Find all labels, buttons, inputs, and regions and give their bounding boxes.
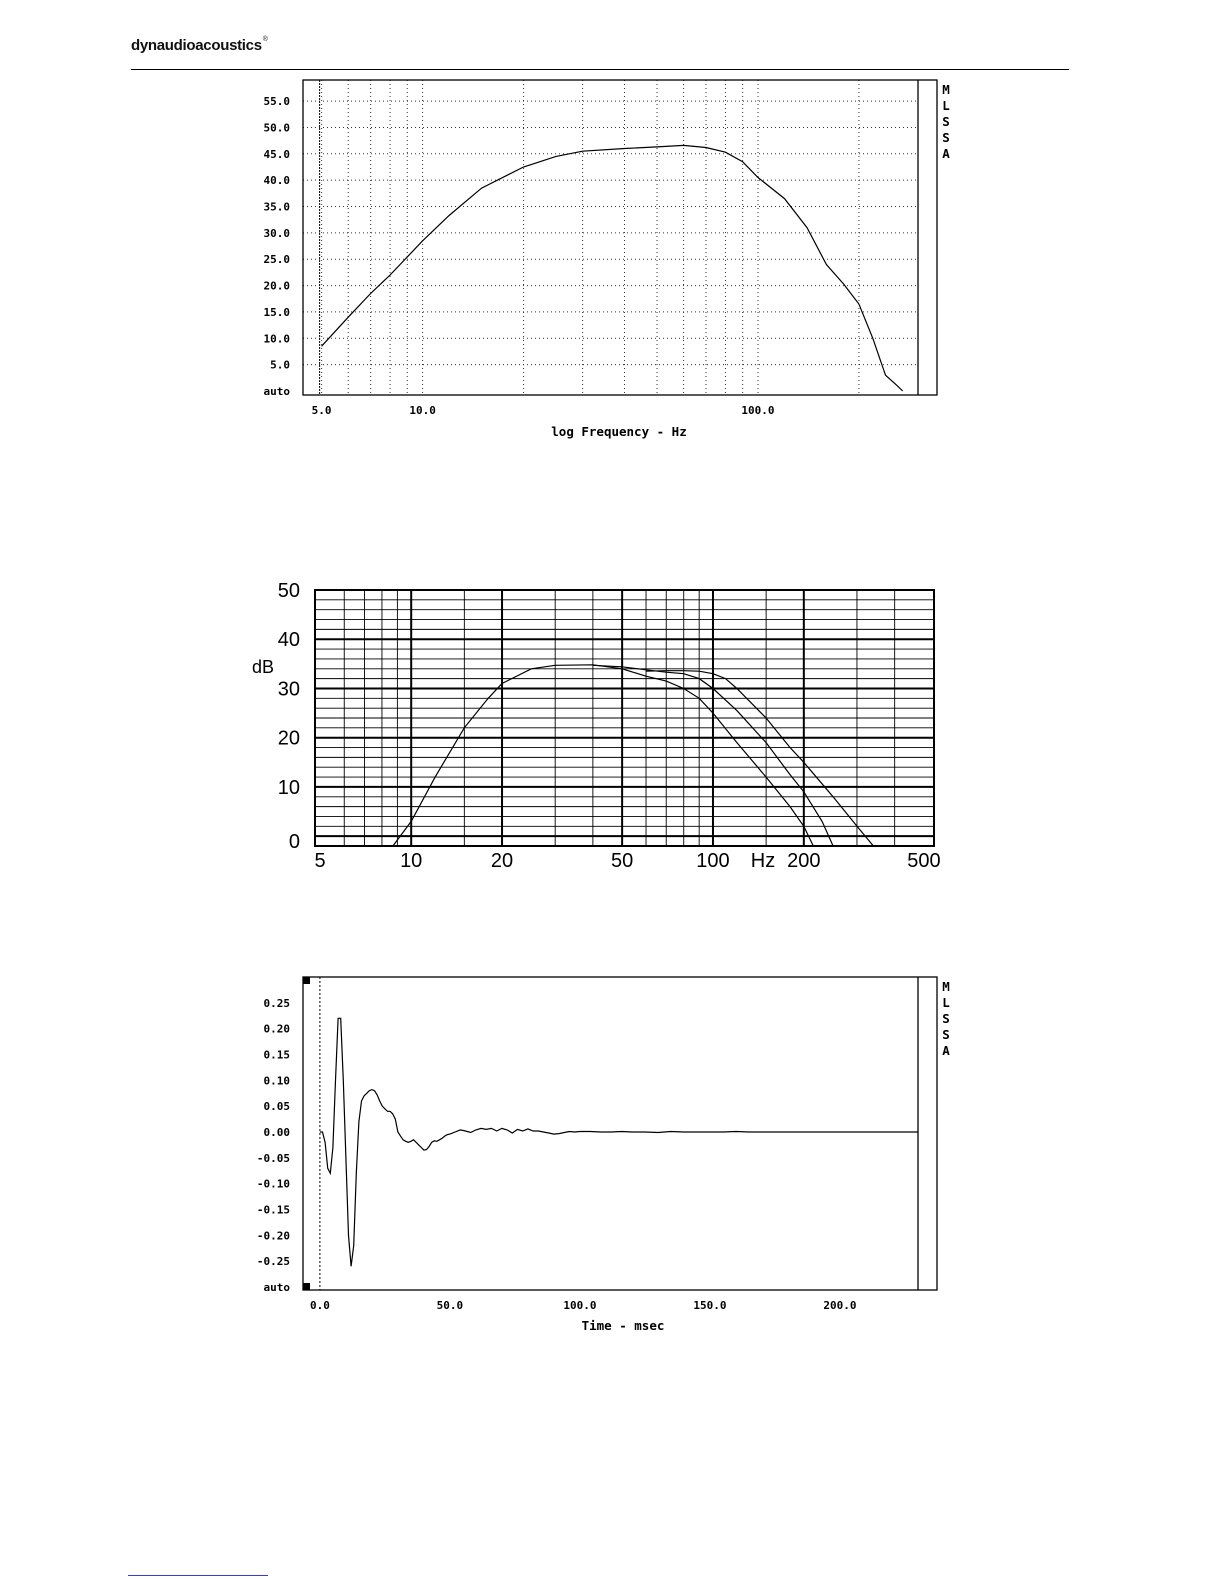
x-tick-label: 0.0 bbox=[309, 1299, 330, 1312]
side-label-letter: M bbox=[942, 979, 950, 994]
y-tick-label: 55.0 bbox=[263, 95, 290, 109]
side-label-letter: M bbox=[942, 82, 950, 97]
brand-name: dynaudioacoustics bbox=[131, 37, 262, 54]
y-tick-label: 50 bbox=[277, 580, 300, 602]
scale-marker-top bbox=[303, 977, 310, 984]
crossover-response-chart bbox=[0, 575, 1225, 895]
x-tick-label: 10.0 bbox=[409, 404, 436, 417]
y-tick-label: 0 bbox=[288, 831, 300, 854]
y-tick-label: 15.0 bbox=[263, 305, 290, 319]
y-tick-label: 10 bbox=[277, 776, 300, 799]
y-tick-label: 0.10 bbox=[263, 1074, 290, 1088]
y-tick-label: -0.10 bbox=[256, 1177, 290, 1191]
series-line-impulse bbox=[320, 1018, 918, 1266]
series-line-response bbox=[322, 145, 903, 391]
y-tick-label: 0.25 bbox=[263, 996, 290, 1010]
y-tick-label: -0.05 bbox=[256, 1151, 290, 1165]
y-tick-label: 20 bbox=[277, 727, 300, 750]
y-tick-label: 45.0 bbox=[263, 147, 290, 161]
y-tick-label: 50.0 bbox=[263, 121, 290, 135]
y-tick-label: 35.0 bbox=[263, 200, 290, 214]
x-tick-label: 50 bbox=[611, 850, 634, 872]
x-tick-label: 500 bbox=[907, 850, 941, 872]
y-tick-label: 40.0 bbox=[263, 174, 290, 188]
y-tick-label: 40 bbox=[277, 629, 300, 652]
y-tick-label: 30.0 bbox=[263, 226, 290, 240]
x-tick-label: 5 bbox=[314, 850, 326, 872]
x-axis-label: log Frequency - Hz bbox=[551, 424, 687, 439]
y-tick-label: 0.20 bbox=[263, 1022, 290, 1036]
x-tick-label: 20 bbox=[490, 850, 514, 872]
y-tick-label: 20.0 bbox=[263, 279, 290, 293]
x-tick-label: 100.0 bbox=[563, 1299, 597, 1312]
y-tick-label: 0.00 bbox=[263, 1126, 290, 1139]
x-tick-label: 5.0 bbox=[311, 404, 332, 417]
footer-link-rule bbox=[128, 1575, 268, 1576]
scale-marker-bottom bbox=[303, 1283, 310, 1290]
x-axis-label: Time - msec bbox=[581, 1318, 665, 1333]
series-line-curve-high bbox=[646, 671, 873, 846]
x-tick-label: 150.0 bbox=[693, 1299, 727, 1312]
y-tick-label: 0.15 bbox=[263, 1048, 290, 1062]
x-tick-label: 100.0 bbox=[741, 404, 775, 417]
side-label-letter: S bbox=[942, 130, 950, 145]
y-tick-label: 10.0 bbox=[263, 332, 290, 346]
side-label-letter: L bbox=[942, 98, 950, 113]
x-tick-label: 50.0 bbox=[436, 1299, 464, 1312]
y-tick-label: auto bbox=[263, 1281, 290, 1294]
y-tick-label: 5.0 bbox=[270, 358, 290, 372]
side-label-letter: S bbox=[942, 114, 950, 129]
y-tick-label: 30 bbox=[277, 678, 300, 701]
side-label-letter: A bbox=[942, 1043, 950, 1058]
side-label-letter: S bbox=[942, 1027, 950, 1042]
side-label-letter: A bbox=[942, 146, 950, 161]
x-tick-label: 200 bbox=[787, 850, 821, 872]
plot-frame bbox=[303, 977, 937, 1290]
brand-registered-mark: ® bbox=[262, 36, 268, 43]
y-tick-label: -0.20 bbox=[256, 1229, 290, 1243]
y-tick-label: -0.25 bbox=[256, 1255, 290, 1269]
x-tick-label: 10 bbox=[400, 850, 423, 872]
series-line-curve-low bbox=[393, 665, 813, 846]
y-tick-label: 0.05 bbox=[263, 1100, 290, 1114]
frequency-response-chart bbox=[0, 70, 1225, 450]
y-tick-label: 25.0 bbox=[263, 253, 290, 267]
y-axis-label: dB bbox=[252, 657, 275, 677]
y-tick-label: -0.15 bbox=[256, 1203, 290, 1217]
x-tick-label: 200.0 bbox=[823, 1299, 857, 1312]
x-tick-label: 100 bbox=[696, 850, 730, 872]
impulse-response-chart bbox=[0, 965, 1225, 1355]
side-label-letter: S bbox=[942, 1011, 950, 1026]
y-tick-label: auto bbox=[263, 385, 290, 398]
side-label-letter: L bbox=[942, 995, 950, 1010]
x-axis-unit-label: Hz bbox=[750, 850, 776, 872]
brand-logo bbox=[131, 37, 268, 54]
